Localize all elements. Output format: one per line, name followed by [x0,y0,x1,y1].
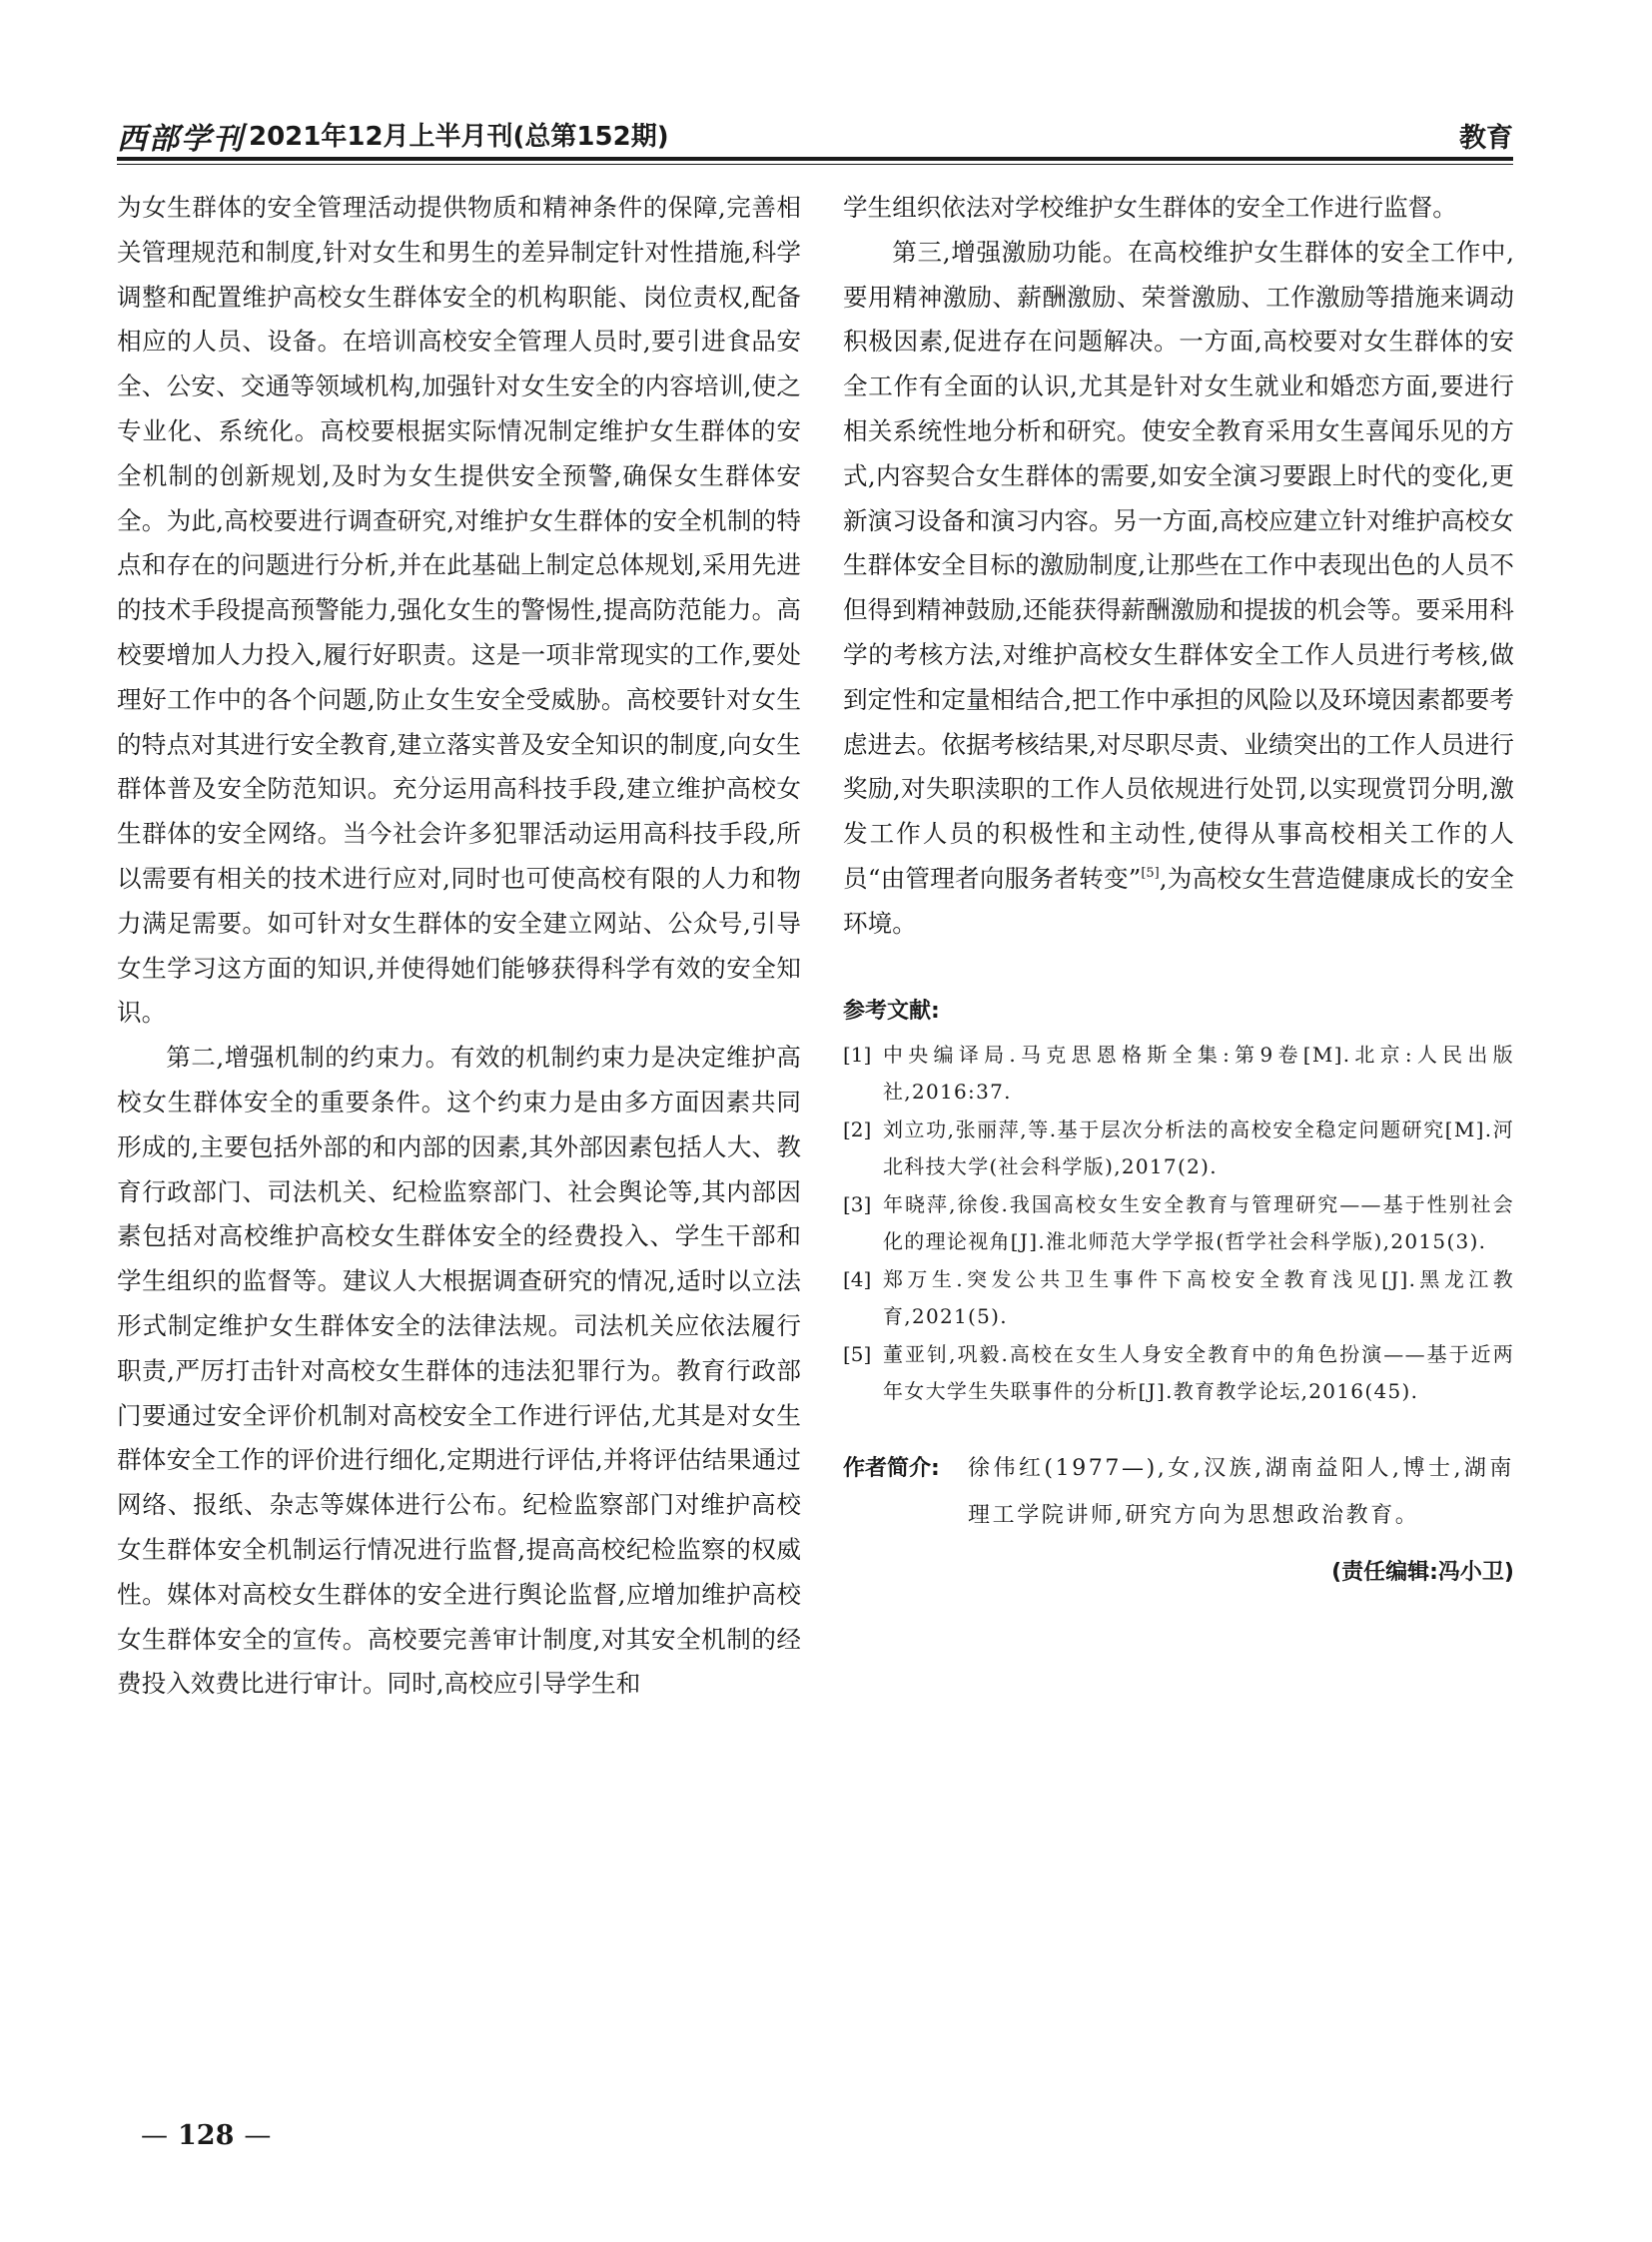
header-rule-thin [117,164,1513,165]
page-number: 128 [178,2120,235,2151]
paragraph-text: ,为高校女生营造健康成长的安全环境。 [843,863,1514,938]
header-rule [117,157,1513,161]
reference-text: 刘立功,张丽萍,等.基于层次分析法的高校安全稳定问题研究[M].河北科技大学(社会科学版),2017(2). [883,1117,1514,1179]
references-list [843,1037,1514,1411]
reference-text: 年晓萍,徐俊.我国高校女生安全教育与管理研究——基于性别社会化的理论视角[J].淮北师范大学学报(哲学社会科学版),2015(3). [883,1191,1514,1254]
reference-item [843,1037,1514,1112]
reference-item [843,1112,1514,1186]
page-dash: — [141,2120,168,2151]
reference-item [843,1261,1514,1336]
journal-masthead: 西部学刊 [117,122,245,157]
author-bio [843,1445,1514,1539]
reference-text: 中央编译局.马克思恩格斯全集:第9卷[M].北京:人民出版社,2016:37. [883,1042,1514,1105]
citation-marker: [5] [1141,865,1160,881]
reference-number: [2] [843,1117,872,1141]
issue-info: 2021年12月上半月刊(总第152期) [249,122,669,152]
reference-item [843,1186,1514,1261]
author-text: 徐伟红(1977—),女,汉族,湖南益阳人,博士,湖南理工学院讲师,研究方向为思想政治教育。 [968,1455,1514,1528]
body-paragraph: 学生组织依法对学校维护女生群体的安全工作进行监督。 [843,193,1457,222]
right-column [843,186,1514,1586]
author-label: 作者简介: [843,1455,940,1481]
page-dash: — [244,2120,272,2151]
reference-number: [3] [843,1191,872,1216]
body-paragraph [843,231,1514,947]
page-header [117,108,1513,160]
reference-text: 董亚钊,巩毅.高校在女生人身安全教育中的角色扮演——基于近两年女大学生失联事件的分析[J].教育教学论坛,2016(45). [883,1341,1514,1404]
body-paragraph: 第二,增强机制的约束力。有效的机制约束力是决定维护高校女生群体安全的重要条件。这个约束力是由多方面因素共同形成的,主要包括外部的和内部的因素,其外部因素包括人大、教育行政部门、司法机关、纪检监察部门、社会舆论等,其内部因素包括对高校维护高校女生群体安全的经费投入、学生干部和学生组织的监督等。建议人大根据调查研究的情况,适时以立法形式制定维护女生群体安全的法律法规。司法机关应依法履行职责,严厉打击针对高校女生群体的违法犯罪行为。教育行政部门要通过安全评价机制对高校安全工作进行评估,尤其是对女生群体安全工作的评价进行细化,定期进行评估,并将评估结果通过网络、报纸、杂志等媒体进行公布。纪检监察部门对维护高校女生群体安全机制运行情况进行监督,提高高校纪检监察的权威性。媒体对高校女生群体的安全进行舆论监督,应增加维护高校女生群体安全的宣传。高校要完善审计制度,对其安全机制的经费投入效费比进行审计。同时,高校应引导学生和 [117,1043,801,1699]
reference-number: [1] [843,1042,872,1067]
reference-item [843,1336,1514,1411]
page-number-footer [131,2120,281,2151]
section-name: 教育 [1459,123,1513,154]
body-paragraph: 为女生群体的安全管理活动提供物质和精神条件的保障,完善相关管理规范和制度,针对女生和男生的差异制定针对性措施,科学调整和配置维护高校女生群体安全的机构职能、岗位责权,配备相应的人员、设备。在培训高校安全管理人员时,要引进食品安全、公安、交通等领域机构,加强针对女生安全的内容培训,使之专业化、系统化。高校要根据实际情况制定维护女生群体的安全机制的创新规划,及时为女生提供安全预警,确保女生群体安全。为此,高校要进行调查研究,对维护女生群体的安全机制的特点和存在的问题进行分析,并在此基础上制定总体规划,采用先进的技术手段提高预警能力,强化女生的警惕性,提高防范能力。高校要增加人力投入,履行好职责。这是一项非常现实的工作,要处理好工作中的各个问题,防止女生安全受威胁。高校要针对女生的特点对其进行安全教育,建立落实普及安全知识的制度,向女生群体普及安全防范知识。充分运用高科技手段,建立维护高校女生群体的安全网络。当今社会许多犯罪活动运用高科技手段,所以需要有相关的技术进行应对,同时也可使高校有限的人力和物力满足需要。如可针对女生群体的安全建立网站、公众号,引导女生学习这方面的知识,并使得她们能够获得科学有效的安全知识。 [117,193,801,1028]
left-column [117,186,801,1707]
reference-text: 郑万生.突发公共卫生事件下高校安全教育浅见[J].黑龙江教育,2021(5). [883,1266,1514,1329]
reference-number: [5] [843,1341,872,1366]
reference-number: [4] [843,1266,872,1291]
paragraph-text: 第三,增强激励功能。在高校维护女生群体的安全工作中,要用精神激励、薪酬激励、荣誉激励、工作激励等措施来调动积极因素,促进存在问题解决。一方面,高校要对女生群体的安全工作有全面的认识,尤其是针对女生就业和婚恋方面,要进行相关系统性地分析和研究。使安全教育采用女生喜闻乐见的方式,内容契合女生群体的需要,如安全演习要跟上时代的变化,更新演习设备和演习内容。另一方面,高校应建立针对维护高校女生群体安全目标的激励制度,让那些在工作中表现出色的人员不但得到精神鼓励,还能获得薪酬激励和提拔的机会等。要采用科学的考核方法,对维护高校女生群体安全工作人员进行考核,做到定性和定量相结合,把工作中承担的风险以及环境因素都要考虑进去。依据考核结果,对尽职尽责、业绩突出的工作人员进行奖励,对失职渎职的工作人员依规进行处罚,以实现赏罚分明,激发工作人员的积极性和主动性,使得从事高校相关工作的人员“由管理者向服务者转变” [843,237,1514,893]
references-title: 参考文献: [843,998,940,1024]
responsible-editor: (责任编辑:冯小卫) [1331,1559,1514,1585]
